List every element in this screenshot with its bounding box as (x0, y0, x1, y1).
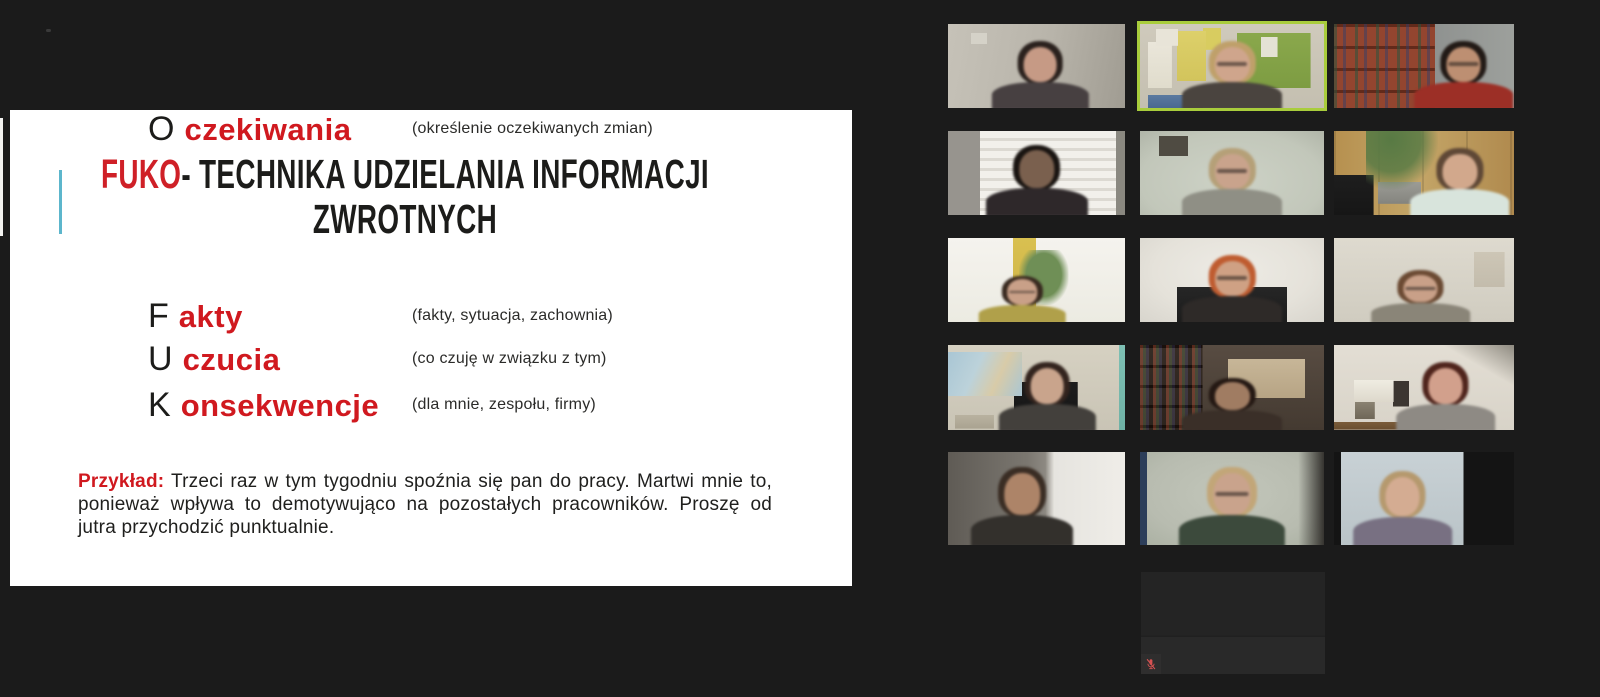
glasses-shape (1009, 291, 1036, 294)
participant-silhouette (1178, 467, 1286, 545)
participant-silhouette (1410, 148, 1511, 215)
acronym-note: (fakty, sytuacja, zachownia) (412, 307, 613, 324)
glasses-shape (1405, 287, 1435, 290)
participant-video[interactable] (1334, 238, 1514, 322)
torso-shape (1182, 410, 1283, 430)
glasses-shape (1217, 62, 1248, 66)
torso-shape (1353, 517, 1452, 546)
participant-silhouette (998, 362, 1097, 430)
participant-silhouette (1370, 270, 1471, 322)
participant-video[interactable] (1140, 238, 1324, 322)
torso-shape (1371, 303, 1470, 323)
participant-silhouette (1395, 362, 1496, 430)
face-shape (1403, 275, 1437, 303)
face-shape (1443, 154, 1477, 190)
participant-silhouette (984, 145, 1088, 215)
torso-shape (1411, 189, 1510, 215)
participant-video[interactable] (948, 238, 1125, 322)
acronym-word: onsekwencje (180, 388, 380, 423)
muted-mic-icon (1141, 654, 1161, 674)
face-shape (1030, 368, 1064, 404)
slide-title-line1-rest: - TECHNIKA UDZIELANIA INFORMACJI (181, 151, 710, 197)
face-shape (1214, 154, 1249, 190)
acronym-word: akty (178, 299, 243, 334)
participant-silhouette (990, 41, 1089, 108)
torso-shape (1182, 189, 1283, 215)
torso-shape (986, 188, 1088, 215)
slide-title-line2: ZWROTNYCH (312, 196, 498, 242)
face-shape (1214, 473, 1251, 515)
face-shape (1214, 382, 1249, 410)
example-text: Trzeci raz w tym tygodniu spoźnia się pan do pracy. Martwi mnie to, ponieważ wpływa to demotywująco na pozostałych pracowników. Proszę od jutra przychodzić punktualnie. (78, 471, 772, 538)
acronym-note: (dla mnie, zespołu, firmy) (412, 396, 596, 413)
face-shape (1023, 47, 1057, 83)
acronym-letter: U (148, 340, 174, 378)
acronym-word: czucia (182, 342, 281, 377)
participant-video[interactable] (1140, 131, 1324, 215)
torso-shape (991, 82, 1088, 108)
acronym-letter: F (148, 297, 170, 335)
participant-video[interactable] (1334, 24, 1514, 108)
torso-shape (1414, 82, 1513, 108)
acronym-letter: O (148, 110, 176, 148)
participant-video-camera-off[interactable] (1141, 572, 1325, 674)
participant-video[interactable] (948, 24, 1125, 108)
participant-video[interactable] (1140, 24, 1324, 108)
torso-shape (1179, 515, 1285, 545)
participant-silhouette (1180, 41, 1283, 108)
face-shape (1446, 47, 1480, 83)
torso-shape (999, 404, 1096, 430)
participant-video[interactable] (1140, 452, 1324, 545)
participant-video[interactable] (948, 452, 1125, 545)
face-shape (1385, 477, 1419, 517)
participant-silhouette (1180, 148, 1283, 215)
participant-silhouette (1352, 471, 1453, 545)
glasses-shape (1216, 492, 1248, 497)
face-shape (1214, 261, 1249, 297)
participant-video[interactable] (1140, 345, 1324, 430)
face-shape (1005, 473, 1040, 515)
acronym-note: (co czuję w związku z tym) (412, 350, 607, 367)
participant-silhouette (1180, 255, 1283, 322)
acronym-letter: K (148, 386, 172, 424)
torso-shape (1182, 296, 1283, 322)
participant-silhouette (1180, 378, 1283, 430)
face-shape (1007, 279, 1037, 304)
participant-silhouette (970, 467, 1074, 545)
torso-shape (1396, 404, 1495, 430)
face-shape (1214, 47, 1249, 83)
participant-silhouette (978, 276, 1067, 322)
glasses-shape (1217, 169, 1248, 173)
face-shape (1428, 368, 1462, 404)
glasses-shape (1217, 276, 1248, 280)
torso-shape (979, 305, 1066, 322)
glasses-shape (1449, 62, 1479, 66)
face-shape (1019, 150, 1054, 188)
torso-shape (971, 515, 1073, 545)
participant-video[interactable] (948, 345, 1125, 430)
participant-video[interactable] (1334, 345, 1514, 430)
torso-shape (1182, 82, 1283, 108)
acronym-note: (określenie oczekiwanych zmian) (412, 120, 653, 137)
acronym-word: czekiwania (184, 112, 352, 147)
participant-video[interactable] (1334, 452, 1514, 545)
participant-video[interactable] (948, 131, 1125, 215)
slide-title-highlight: FUKO (100, 151, 182, 197)
example-label: Przykład: (78, 471, 165, 492)
participant-video[interactable] (1334, 131, 1514, 215)
participant-silhouette (1413, 41, 1514, 108)
